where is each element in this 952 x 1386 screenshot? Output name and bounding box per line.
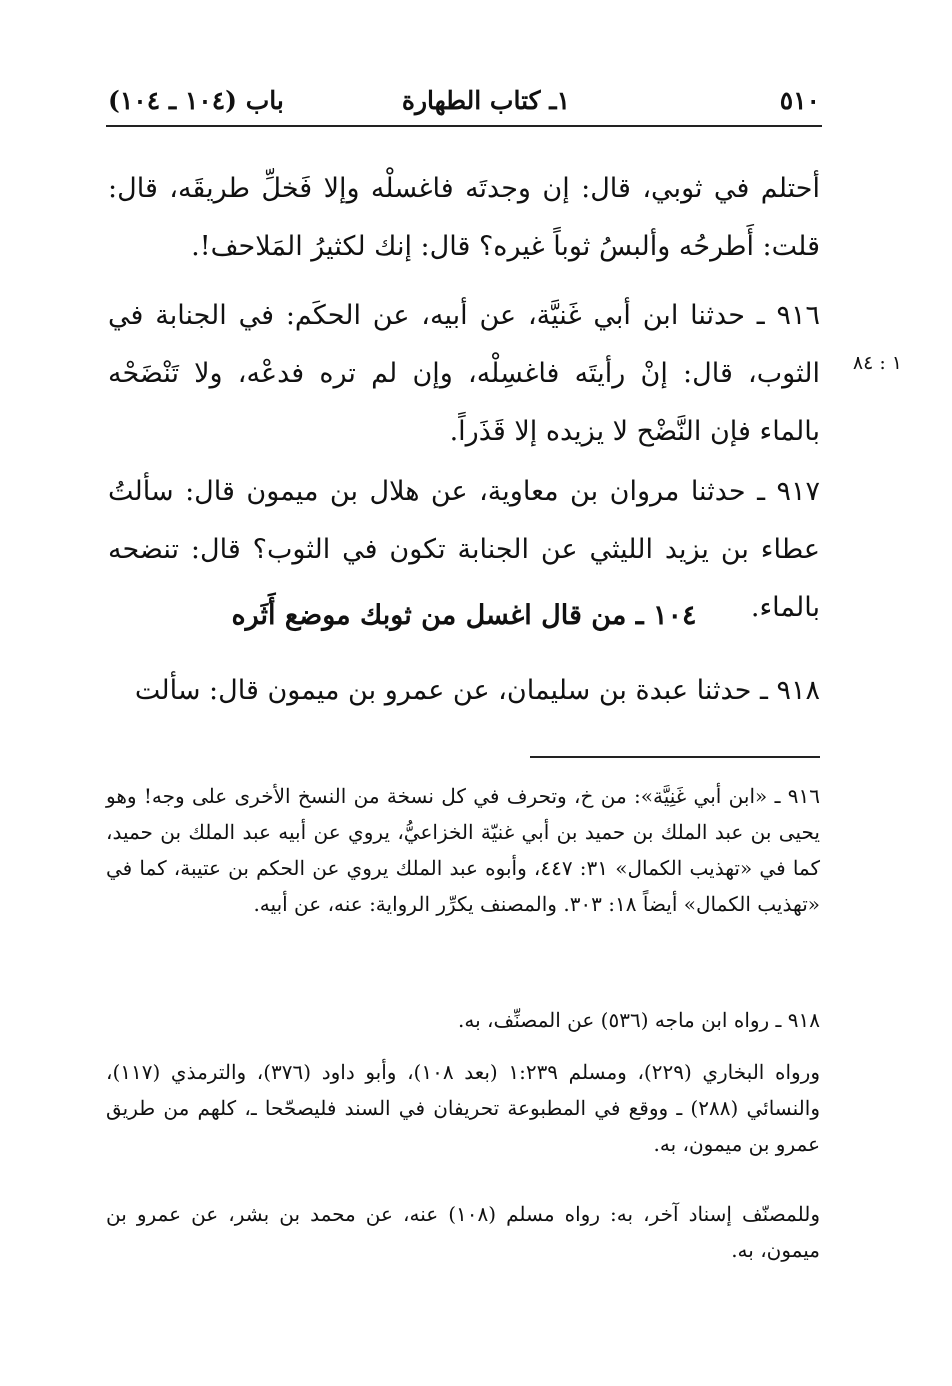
footnote-918a-block: [106, 1002, 820, 1038]
hadith-916-block: [108, 287, 820, 461]
book-title: ١ـ كتاب الطهارة: [401, 86, 570, 115]
footnote-916-block: [106, 778, 820, 922]
paragraph-continuation: أحتلم في ثوبي، قال: إن وجدتَه فاغسلْه وإلا فَخلِّ طريقَه، قال: قلت: أَطرحُه وألبسُ ثوباً غيره؟ قال: إنك لكثيرُ المَلاحف!.: [108, 173, 820, 262]
footnote-918b-block: [106, 1054, 820, 1162]
footnote-separator: [530, 756, 820, 758]
margin-reference: ١ : ٨٤: [852, 352, 902, 374]
header-rule: [106, 125, 822, 127]
running-header: [108, 82, 820, 122]
footnote-918-c: وللمصنّف إسناد آخر، به: رواه مسلم (١٠٨) عنه، عن محمد بن بشر، عن عمرو بن ميمون، به.: [106, 1202, 820, 1262]
footnote-918c-block: [106, 1196, 820, 1268]
section-heading: ١٠٤ ـ من قال اغسل من ثوبك موضع أَثَره: [231, 600, 697, 631]
hadith-918-block: [108, 662, 820, 720]
hadith-918: ٩١٨ ـ حدثنا عبدة بن سليمان، عن عمرو بن ميمون قال: سألت: [134, 675, 820, 706]
hadith-917: ٩١٧ ـ حدثنا مروان بن معاوية، عن هلال بن ميمون قال: سألتُ عطاء بن يزيد الليثي عن الجنابة تكون في الثوب؟ قال: تنضحه بالماء.: [108, 476, 820, 623]
footnote-918-a: ٩١٨ ـ رواه ابن ماجه (٥٣٦) عن المصنِّف، به.: [458, 1008, 820, 1032]
main-text-block: [108, 160, 820, 276]
footnote-916: ٩١٦ ـ «ابن أبي غَنِيَّة»: من خ، وتحرف في كل نسخة من النسخ الأخرى على وجه! وهو يحيى بن عبد الملك بن حميد بن أبي غنيّة الخزاعيُّ، يروي عن أبيه عبد الملك بن حميد، كما في «تهذيب الكمال» ٣١: ٤٤٧، وأبوه عبد الملك يروي عن الحكم بن عتيبة، كما في «تهذيب الكمال» أيضاً ١٨: ٣٠٣. والمصنف يكرِّر الرواية: عنه، عن أبيه.: [106, 784, 820, 916]
hadith-916: ٩١٦ ـ حدثنا ابن أبي غَنيَّة، عن أبيه، عن الحكَم: في الجنابة في الثوب، قال: إنْ رأيتَه فاغسِلْه، وإن لم تره فدعْه، ولا تَنْضَحْه بالماء فإن النَّضْح لا يزيده إلا قَذَراً.: [108, 300, 820, 447]
page-number: ٥١٠: [779, 86, 820, 115]
chapter-reference: باب (١٠٤ ـ ١٠٤): [108, 86, 284, 115]
footnote-918-b: ورواه البخاري (٢٢٩)، ومسلم ١:٢٣٩ (بعد ١٠٨)، وأبو داود (٣٧٦)، والترمذي (١١٧)، والنسائي (٢٨٨) ـ ووقع في المطبوعة تحريفان في السند فليصحّحا ـ، كلهم من طريق عمرو بن ميمون، به.: [106, 1060, 820, 1156]
